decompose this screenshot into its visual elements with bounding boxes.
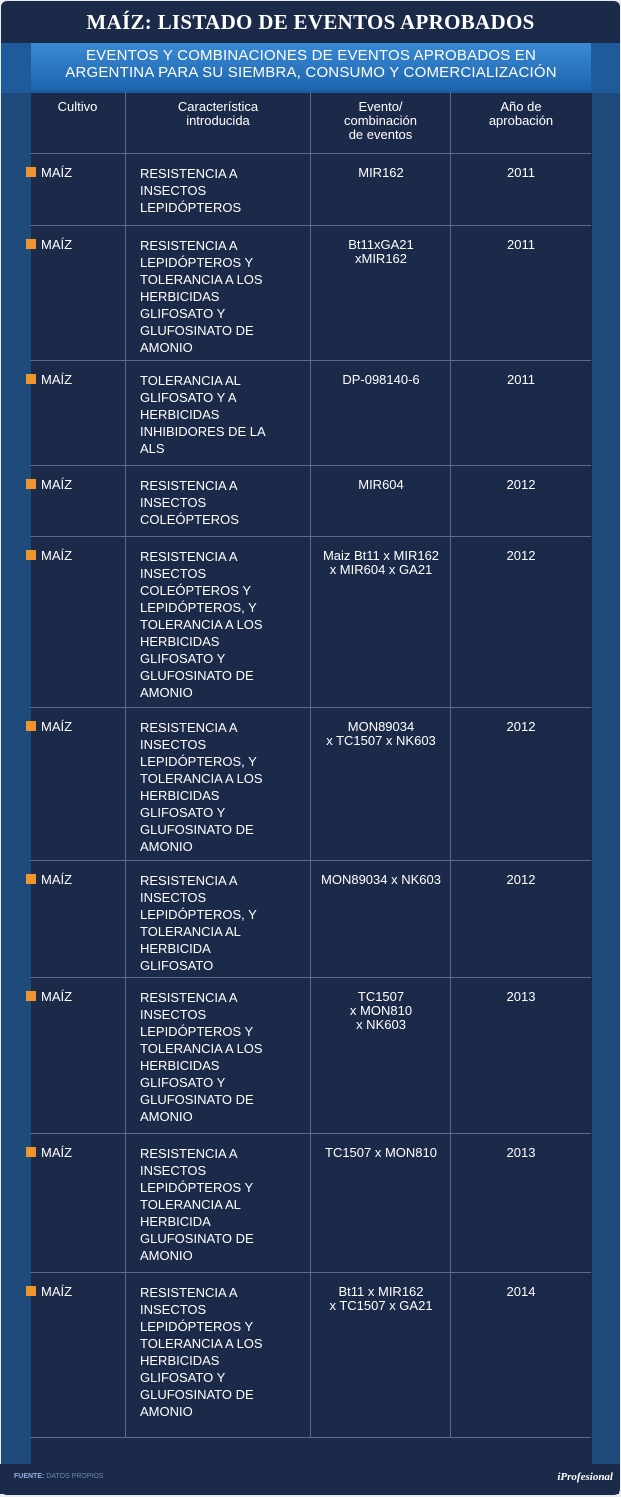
cell-event — [311, 373, 451, 387]
cell-characteristic — [140, 372, 305, 457]
characteristic-line: AMONIO — [140, 1404, 193, 1419]
source-label: FUENTE: — [14, 1473, 45, 1480]
characteristic-line: TOLERANCIA A LOS — [140, 272, 263, 287]
side-band-left — [1, 93, 31, 1465]
header-year: Año de aprobación — [488, 99, 554, 128]
row-divider — [30, 977, 591, 978]
cell-crop: MAÍZ — [41, 1145, 73, 1160]
row-divider — [30, 1272, 591, 1273]
event-line: TC1507 x MON810 — [325, 1145, 437, 1160]
cell-year: 2013 — [506, 1145, 536, 1160]
column-divider — [125, 92, 126, 1437]
characteristic-line: COLEÓPTEROS Y — [140, 583, 252, 598]
characteristic-line: GLIFOSATO Y — [140, 651, 226, 666]
characteristic-line: LEPIDÓPTEROS Y — [140, 1180, 254, 1195]
subtitle — [31, 47, 591, 81]
characteristic-line: RESISTENCIA A — [140, 990, 238, 1005]
cell-crop: MAÍZ — [41, 1284, 73, 1299]
characteristic-line: COLEÓPTEROS — [140, 512, 239, 527]
characteristic-line: GLUFOSINATO DE — [140, 1231, 254, 1246]
source-note — [14, 1473, 104, 1480]
event-line: x TC1507 x GA21 — [329, 1298, 433, 1313]
characteristic-line: TOLERANCIA A LOS — [140, 617, 263, 632]
characteristic-line: RESISTENCIA A — [140, 873, 238, 888]
cell-characteristic — [140, 1284, 305, 1420]
cell-event — [311, 478, 451, 492]
cell-crop: MAÍZ — [41, 989, 73, 1004]
event-line: MON89034 x NK603 — [321, 872, 441, 887]
row-divider — [30, 1133, 591, 1134]
side-band-right — [592, 93, 620, 1465]
characteristic-line: GLIFOSATO Y — [140, 1370, 226, 1385]
column-divider — [310, 92, 311, 1437]
cell-year: 2012 — [506, 872, 536, 887]
cell-event — [311, 1146, 451, 1160]
cell-event — [311, 1285, 451, 1313]
cell-characteristic — [140, 1145, 305, 1264]
characteristic-line: INSECTOS — [140, 1302, 207, 1317]
header-crop: Cultivo — [57, 99, 98, 114]
cell-crop: MAÍZ — [41, 548, 73, 563]
cell-year: 2012 — [506, 477, 536, 492]
cell-year: 2014 — [506, 1284, 536, 1299]
subtitle-line-1: EVENTOS Y COMBINACIONES DE EVENTOS APROBADOS EN — [85, 47, 537, 64]
characteristic-line: GLUFOSINATO DE — [140, 1092, 254, 1107]
cell-crop: MAÍZ — [41, 872, 73, 887]
bullet-icon — [26, 374, 36, 384]
cell-year: 2011 — [507, 372, 535, 387]
characteristic-line: GLIFOSATO Y A — [140, 390, 237, 405]
cell-characteristic — [140, 477, 305, 528]
characteristic-line: GLUFOSINATO DE — [140, 1387, 254, 1402]
characteristic-line: RESISTENCIA A — [140, 1146, 238, 1161]
cell-year: 2013 — [506, 989, 536, 1004]
characteristic-line: HERBICIDA — [140, 941, 211, 956]
event-line: x MIR604 x GA21 — [329, 562, 433, 577]
page-title: MAÍZ: LISTADO DE EVENTOS APROBADOS — [86, 10, 535, 34]
cell-characteristic — [140, 548, 305, 701]
row-divider — [30, 465, 591, 466]
event-line: x MON810 — [349, 1003, 413, 1018]
characteristic-line: HERBICIDAS — [140, 634, 220, 649]
cell-characteristic — [140, 237, 305, 356]
cell-year: 2011 — [507, 237, 535, 252]
row-divider — [30, 225, 591, 226]
events-table — [31, 93, 592, 1438]
characteristic-line: TOLERANCIA A LOS — [140, 1336, 263, 1351]
cell-event — [311, 990, 451, 1032]
cell-year: 2012 — [506, 719, 536, 734]
characteristic-line: AMONIO — [140, 1109, 193, 1124]
cell-crop: MAÍZ — [41, 165, 73, 180]
characteristic-line: LEPIDÓPTEROS Y — [140, 255, 254, 270]
characteristic-line: RESISTENCIA A — [140, 549, 238, 564]
subtitle-box — [31, 43, 591, 91]
characteristic-line: INSECTOS — [140, 495, 207, 510]
row-divider — [30, 360, 591, 361]
characteristic-line: INSECTOS — [140, 1163, 207, 1178]
characteristic-line: TOLERANCIA A LOS — [140, 1041, 263, 1056]
characteristic-line: LEPIDÓPTEROS, Y — [140, 907, 257, 922]
characteristic-line: TOLERANCIA AL — [140, 1197, 241, 1212]
cell-year: 2012 — [506, 548, 536, 563]
column-divider — [450, 92, 451, 1437]
characteristic-line: TOLERANCIA AL — [140, 373, 241, 388]
brand-logo: iProfesional — [557, 1471, 613, 1483]
characteristic-line: HERBICIDA — [140, 1214, 211, 1229]
cell-crop: MAÍZ — [41, 719, 73, 734]
cell-event — [311, 720, 451, 748]
bullet-icon — [26, 239, 36, 249]
header-characteristic: Característica introducida — [177, 99, 259, 128]
characteristic-line: INHIBIDORES DE LA — [140, 424, 266, 439]
cell-characteristic — [140, 719, 305, 855]
characteristic-line: AMONIO — [140, 685, 193, 700]
row-divider — [30, 153, 591, 154]
cell-crop: MAÍZ — [41, 477, 73, 492]
bullet-icon — [26, 479, 36, 489]
characteristic-line: RESISTENCIA A — [140, 478, 238, 493]
characteristic-line: GLUFOSINATO DE — [140, 668, 254, 683]
event-line: xMIR162 — [354, 251, 408, 266]
characteristic-line: INSECTOS — [140, 183, 207, 198]
header-event: Evento/ combinación de eventos — [344, 99, 417, 142]
cell-crop: MAÍZ — [41, 372, 73, 387]
bullet-icon — [26, 721, 36, 731]
bullet-icon — [26, 991, 36, 1001]
event-line: MIR162 — [358, 165, 404, 180]
bullet-icon — [26, 550, 36, 560]
characteristic-line: HERBICIDAS — [140, 788, 220, 803]
characteristic-line: RESISTENCIA A — [140, 166, 238, 181]
characteristic-line: INSECTOS — [140, 890, 207, 905]
characteristic-line: GLIFOSATO Y — [140, 805, 226, 820]
characteristic-line: RESISTENCIA A — [140, 1285, 238, 1300]
characteristic-line: AMONIO — [140, 340, 193, 355]
characteristic-line: GLUFOSINATO DE — [140, 323, 254, 338]
characteristic-line: TOLERANCIA AL — [140, 924, 241, 939]
characteristic-line: ALS — [140, 441, 165, 456]
event-line: x TC1507 x NK603 — [326, 733, 436, 748]
event-line: MON89034 — [347, 719, 415, 734]
subtitle-line-2: ARGENTINA PARA SU SIEMBRA, CONSUMO Y COMERCIALIZACIÓN — [65, 64, 557, 81]
bullet-icon — [26, 167, 36, 177]
characteristic-line: GLIFOSATO — [140, 958, 214, 973]
characteristic-line: RESISTENCIA A — [140, 238, 238, 253]
event-line: DP-098140-6 — [342, 372, 420, 387]
characteristic-line: HERBICIDAS — [140, 407, 220, 422]
characteristic-line: GLIFOSATO Y — [140, 306, 226, 321]
event-line: Bt11 x MIR162 — [338, 1284, 424, 1299]
event-line: Bt11xGA21 — [348, 237, 414, 252]
bullet-icon — [26, 1286, 36, 1296]
row-divider — [30, 860, 591, 861]
cell-event — [311, 166, 451, 180]
characteristic-line: GLIFOSATO Y — [140, 1075, 226, 1090]
cell-event — [311, 549, 451, 577]
event-line: Maiz Bt11 x MIR162 — [322, 548, 440, 563]
characteristic-line: HERBICIDAS — [140, 1353, 220, 1368]
cell-characteristic — [140, 989, 305, 1125]
cell-characteristic — [140, 165, 305, 216]
source-text: DATOS PROPIOS — [46, 1473, 104, 1480]
characteristic-line: HERBICIDAS — [140, 1058, 220, 1073]
characteristic-line: LEPIDÓPTEROS Y — [140, 1024, 254, 1039]
characteristic-line: LEPIDÓPTEROS — [140, 200, 242, 215]
characteristic-line: INSECTOS — [140, 1007, 207, 1022]
characteristic-line: INSECTOS — [140, 737, 207, 752]
event-line: MIR604 — [358, 477, 404, 492]
characteristic-line: HERBICIDAS — [140, 289, 220, 304]
cell-crop: MAÍZ — [41, 237, 73, 252]
cell-event — [311, 238, 451, 266]
event-line: TC1507 — [357, 989, 405, 1004]
characteristic-line: AMONIO — [140, 1248, 193, 1263]
row-divider — [30, 1437, 591, 1438]
cell-characteristic — [140, 872, 305, 974]
characteristic-line: LEPIDÓPTEROS Y — [140, 1319, 254, 1334]
row-divider — [30, 536, 591, 537]
characteristic-line: GLUFOSINATO DE — [140, 822, 254, 837]
characteristic-line: TOLERANCIA A LOS — [140, 771, 263, 786]
characteristic-line: RESISTENCIA A — [140, 720, 238, 735]
characteristic-line: INSECTOS — [140, 566, 207, 581]
characteristic-line: AMONIO — [140, 839, 193, 854]
characteristic-line: LEPIDÓPTEROS, Y — [140, 600, 257, 615]
cell-year: 2011 — [507, 165, 535, 180]
event-line: x NK603 — [356, 1017, 406, 1032]
bullet-icon — [26, 874, 36, 884]
characteristic-line: LEPIDÓPTEROS, Y — [140, 754, 257, 769]
cell-event — [311, 873, 451, 887]
bullet-icon — [26, 1147, 36, 1157]
row-divider — [30, 707, 591, 708]
